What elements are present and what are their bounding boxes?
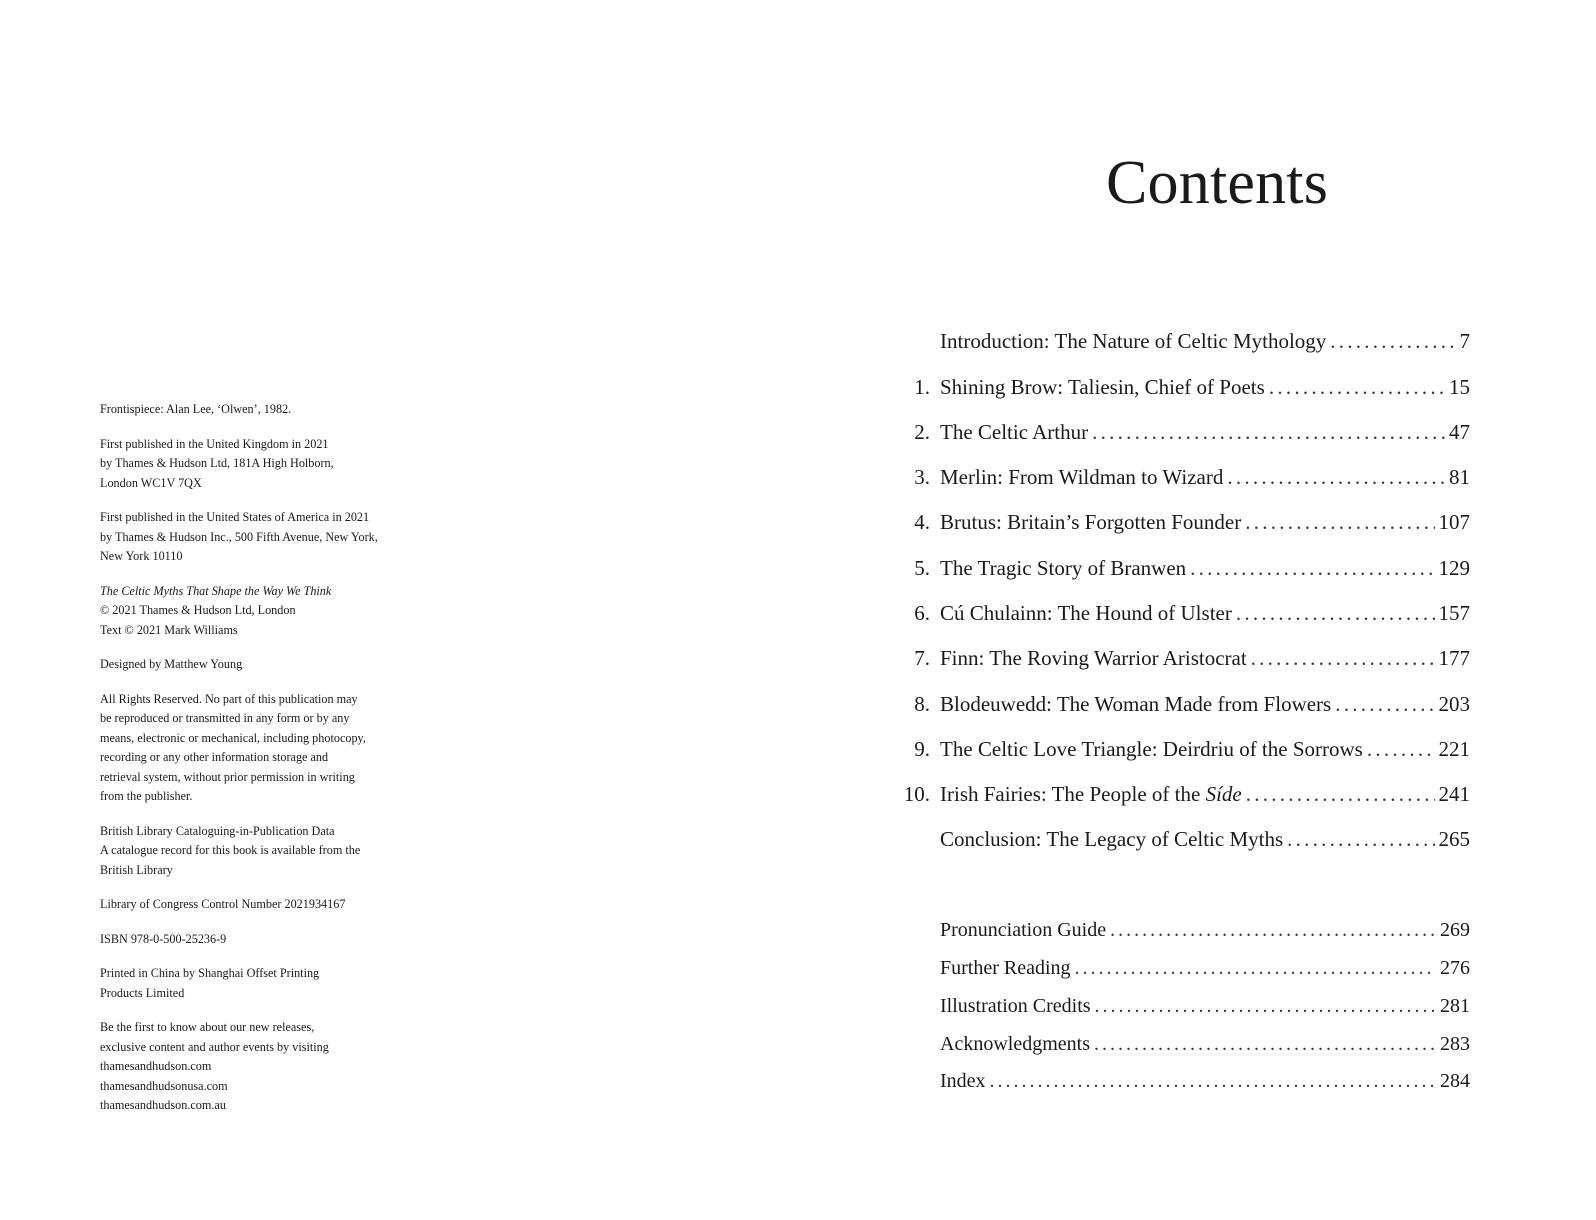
toc-entry: [890, 507, 1470, 537]
imprint-line: from the publisher.: [100, 789, 193, 803]
chapter-title: The Celtic Arthur: [940, 420, 1089, 444]
imprint-line: Library of Congress Control Number 2021934167: [100, 897, 346, 911]
back-matter-title: Index: [940, 1070, 986, 1092]
copyright-notice: [100, 582, 440, 641]
dot-leader: [1227, 462, 1445, 492]
imprint-line: recording or any other information storage and: [100, 750, 329, 764]
imprint-line: exclusive content and author events by visiting: [100, 1039, 329, 1054]
website-link: thamesandhudson.com: [100, 1059, 212, 1073]
dot-leader: [1095, 991, 1436, 1021]
dot-leader: [1245, 507, 1434, 537]
back-matter-entry: [890, 991, 1470, 1021]
page-number: 157: [1438, 601, 1470, 625]
toc-entry: [890, 779, 1470, 809]
imprint-line: retrieval system, without prior permission in writing: [100, 769, 355, 784]
dot-leader: [1075, 953, 1436, 983]
toc-entry: [890, 553, 1470, 583]
frontispiece-credit: [100, 400, 440, 420]
chapter-title: Finn: The Roving Warrior Aristocrat: [940, 646, 1247, 670]
imprint-line: All Rights Reserved. No part of this publication may: [100, 691, 358, 706]
dot-leader: [1367, 734, 1435, 764]
dot-leader: [1236, 598, 1435, 628]
imprint-page: [100, 400, 440, 1131]
imprint-line: Products Limited: [100, 985, 185, 1000]
chapter-number: 9.: [914, 737, 930, 761]
us-publication-info: [100, 508, 440, 567]
page-number: 221: [1438, 737, 1470, 761]
imprint-line: means, electronic or mechanical, including photocopy,: [100, 730, 366, 745]
toc-entry: [890, 643, 1470, 673]
chapter-number: 2.: [914, 420, 930, 444]
chapter-number: 5.: [914, 556, 930, 580]
page-number: 269: [1440, 919, 1470, 941]
chapter-title: Brutus: Britain’s Forgotten Founder: [940, 510, 1242, 534]
designer-credit: [100, 655, 440, 675]
page-number: 283: [1440, 1033, 1470, 1055]
loc-number: [100, 895, 440, 915]
imprint-line: British Library: [100, 862, 173, 877]
page-number: 7: [1459, 329, 1470, 353]
chapter-title: Blodeuwedd: The Woman Made from Flowers: [940, 692, 1332, 716]
dot-leader: [1269, 372, 1445, 402]
chapter-number: 10.: [903, 782, 930, 806]
dot-leader: [1335, 689, 1434, 719]
toc-entry: [890, 824, 1470, 854]
chapter-number: 3.: [914, 465, 930, 489]
toc-entry: [890, 462, 1470, 492]
toc-entry: [890, 689, 1470, 719]
chapter-title: Cú Chulainn: The Hound of Ulster: [940, 601, 1232, 625]
cip-data: [100, 822, 440, 881]
back-matter-entry: [890, 1029, 1470, 1059]
page-number: 276: [1440, 957, 1470, 979]
dot-leader: [1330, 326, 1455, 356]
chapter-title: Conclusion: The Legacy of Celtic Myths: [940, 827, 1284, 851]
page-number: 177: [1438, 646, 1470, 670]
dot-leader: [1251, 643, 1435, 673]
back-matter-entry: [890, 953, 1470, 983]
page-number: 265: [1438, 827, 1470, 851]
uk-publication-info: [100, 435, 440, 494]
chapter-number: 8.: [914, 692, 930, 716]
book-title: The Celtic Myths That Shape the Way We Think: [100, 583, 332, 598]
chapter-number: 1.: [914, 375, 930, 399]
dot-leader: [1190, 553, 1434, 583]
imprint-line: by Thames & Hudson Ltd, 181A High Holborn,: [100, 456, 334, 470]
page-number: 284: [1440, 1070, 1470, 1092]
page-title: Contents: [1106, 149, 1329, 217]
imprint-line: ISBN 978-0-500-25236-9: [100, 931, 227, 946]
page-number: 129: [1438, 556, 1470, 580]
website-link: thamesandhudsonusa.com: [100, 1078, 228, 1093]
chapter-title: Introduction: The Nature of Celtic Mythology: [940, 329, 1327, 353]
dot-leader: [1092, 417, 1445, 447]
page-number: 281: [1440, 995, 1470, 1017]
chapter-title-text: Irish Fairies: The People of the: [940, 782, 1206, 806]
imprint-line: Printed in China by Shanghai Offset Printing: [100, 966, 320, 980]
imprint-line: be reproduced or transmitted in any form or by any: [100, 711, 350, 725]
page-number: 107: [1438, 510, 1470, 534]
imprint-line: Designed by Matthew Young: [100, 657, 243, 671]
chapter-title: [940, 779, 1242, 809]
imprint-line: Be the first to know about our new releases,: [100, 1020, 315, 1034]
dot-leader: [1246, 779, 1435, 809]
back-matter-title: Further Reading: [940, 957, 1071, 979]
chapter-number: 7.: [914, 646, 930, 670]
back-matter-title: Illustration Credits: [940, 995, 1091, 1017]
chapter-title: Merlin: From Wildman to Wizard: [940, 465, 1224, 489]
toc-entry: [890, 372, 1470, 402]
printer-info: [100, 964, 440, 1003]
imprint-line: London WC1V 7QX: [100, 475, 202, 490]
chapter-title: The Tragic Story of Branwen: [940, 556, 1187, 580]
rights-notice: [100, 690, 440, 807]
back-matter-title: Pronunciation Guide: [940, 919, 1107, 941]
back-matter-entry: [890, 1066, 1470, 1096]
back-matter-entry: [890, 915, 1470, 945]
page-number: 241: [1438, 782, 1470, 806]
page-number: 81: [1449, 465, 1470, 489]
imprint-line: British Library Cataloguing-in-Publication Data: [100, 823, 335, 838]
chapter-title: The Celtic Love Triangle: Deirdriu of the Sorrows: [940, 737, 1363, 761]
toc-entry: [890, 417, 1470, 447]
dot-leader: [1094, 1029, 1436, 1059]
chapter-number: 6.: [914, 601, 930, 625]
toc-entry: [890, 326, 1470, 356]
isbn: [100, 930, 440, 950]
frontispiece-line: Frontispiece: Alan Lee, ‘Olwen’, 1982.: [100, 402, 292, 416]
page-number: 47: [1449, 420, 1470, 444]
toc-entry: [890, 734, 1470, 764]
dot-leader: [990, 1066, 1436, 1096]
chapter-title-italic: Síde: [1205, 782, 1242, 806]
imprint-line: A catalogue record for this book is available from the: [100, 843, 361, 857]
toc-entry: [890, 598, 1470, 628]
dot-leader: [1287, 824, 1434, 854]
dot-leader: [1110, 915, 1436, 945]
chapter-title: Shining Brow: Taliesin, Chief of Poets: [940, 375, 1265, 399]
imprint-line: First published in the United States of America in 2021: [100, 510, 370, 524]
imprint-line: © 2021 Thames & Hudson Ltd, London: [100, 603, 296, 617]
imprint-line: by Thames & Hudson Inc., 500 Fifth Avenue, New York,: [100, 529, 378, 544]
imprint-line: Text © 2021 Mark Williams: [100, 622, 238, 637]
page-number: 203: [1438, 692, 1470, 716]
imprint-line: New York 10110: [100, 549, 183, 563]
page-number: 15: [1449, 375, 1470, 399]
promo-info: [100, 1018, 440, 1116]
chapter-number: 4.: [914, 510, 930, 534]
website-link: thamesandhudson.com.au: [100, 1098, 226, 1112]
back-matter-title: Acknowledgments: [940, 1033, 1090, 1055]
imprint-line: First published in the United Kingdom in 2021: [100, 436, 329, 451]
